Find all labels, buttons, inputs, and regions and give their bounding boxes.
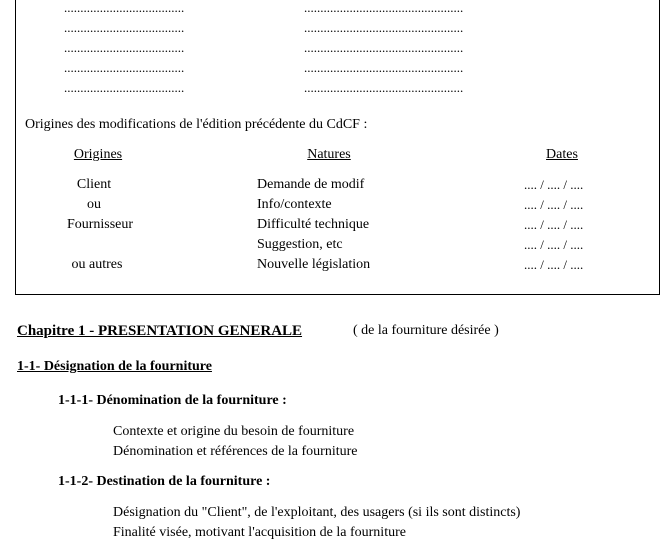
dotted-field-right: ................................................. xyxy=(304,60,464,75)
header-dates: Dates xyxy=(546,147,578,162)
chapter-subtitle: ( de la fourniture désirée ) xyxy=(353,323,499,338)
subsection-title: 1-1-2- Destination de la fourniture : xyxy=(58,474,271,489)
origine-item: ou xyxy=(87,197,101,212)
dotted-field-left: ..................................... xyxy=(64,0,185,15)
subsection-line: Contexte et origine du besoin de fourniture xyxy=(113,424,355,439)
chapter-title: Chapitre 1 - PRESENTATION GENERALE xyxy=(17,323,303,339)
date-field: .... / .... / .... xyxy=(524,197,584,212)
nature-item: Nouvelle législation xyxy=(257,257,371,272)
subsection-title: 1-1-1- Dénomination de la fourniture : xyxy=(58,393,287,408)
date-field: .... / .... / .... xyxy=(524,257,584,272)
nature-item: Difficulté technique xyxy=(257,217,370,232)
dotted-field-left: ..................................... xyxy=(64,60,185,75)
date-field: .... / .... / .... xyxy=(524,237,584,252)
origine-item: Client xyxy=(76,177,112,192)
nature-item: Suggestion, etc xyxy=(257,237,343,252)
nature-item: Demande de modif xyxy=(257,177,365,192)
nature-item: Info/contexte xyxy=(257,197,332,212)
dotted-field-right: ................................................. xyxy=(304,20,464,35)
modifications-intro: Origines des modifications de l'édition précédente du CdCF : xyxy=(25,117,368,132)
subsection-line: Désignation du "Client", de l'exploitant, des usagers (si ils sont distincts) xyxy=(113,505,521,520)
header-natures: Natures xyxy=(307,147,351,162)
date-field: .... / .... / .... xyxy=(524,177,584,192)
origine-item: ou autres xyxy=(71,257,123,272)
header-origines: Origines xyxy=(73,147,123,162)
dotted-field-right: ................................................. xyxy=(304,40,464,55)
section-title: 1-1- Désignation de la fourniture xyxy=(17,359,212,374)
dotted-field-left: ..................................... xyxy=(64,20,185,35)
dotted-field-right: ................................................. xyxy=(304,0,464,15)
dotted-field-left: ..................................... xyxy=(64,80,185,95)
subsection-line: Dénomination et références de la fourniture xyxy=(113,444,358,459)
date-field: .... / .... / .... xyxy=(524,217,584,232)
subsection-line: Finalité visée, motivant l'acquisition de la fourniture xyxy=(113,525,406,540)
dotted-field-left: ..................................... xyxy=(64,40,185,55)
origine-item: Fournisseur xyxy=(66,217,134,232)
dotted-field-right: ................................................. xyxy=(304,80,464,95)
